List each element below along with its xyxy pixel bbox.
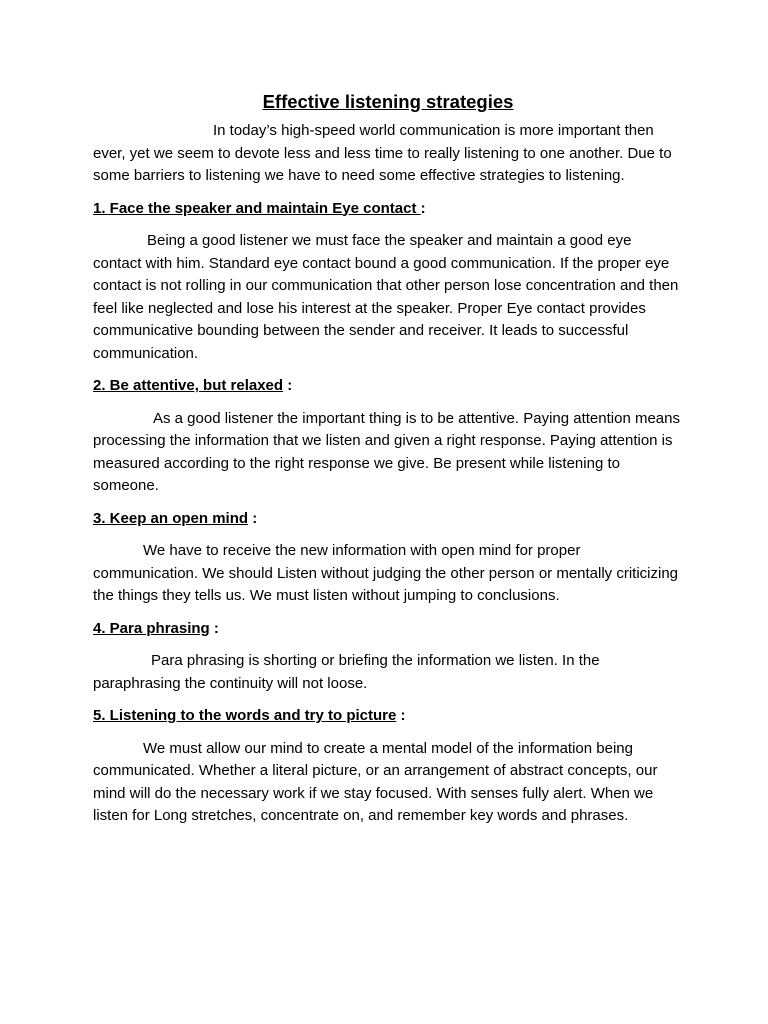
section-heading-colon: : [283, 377, 293, 394]
section-heading-colon: : [248, 509, 258, 527]
section-heading-2 [93, 375, 683, 398]
section-heading-text: 2. Be attentive, but relaxed [93, 377, 284, 394]
section-body-4: Para phrasing is shorting or briefing the information we listen. In the paraphrasing the continuity will not loose. [93, 652, 600, 692]
section-heading-text: 3. Keep an open mind [93, 509, 249, 527]
section-body-1: Being a good listener we must face the speaker and maintain a good eye contact with him. Standard eye contact bound a good communication. If the proper eye contact is not rolling in our communication that other person lose concentration and then feel like neglected and lose his interest at the speaker. Proper Eye contact provides communicative bounding between the sender and receiver. It leads to successful communication. [93, 232, 679, 362]
section-heading-1 [93, 198, 683, 221]
section-heading-colon: : [209, 619, 219, 637]
section-heading-colon: : [396, 707, 406, 724]
intro-paragraph: In today’s high-speed world communication is more important then ever, yet we seem to devote less and less time to really listening to one another. Due to some barriers to listening we have to need some effective strategies to listening. [93, 122, 672, 184]
section-heading-3 [93, 508, 683, 531]
section-heading-4 [93, 618, 683, 641]
section-body-2: As a good listener the important thing is to be attentive. Paying attention means processing the information that we listen and given a right response. Paying attention is measured according to the right response we give. Be present while listening to someone. [93, 409, 680, 494]
section-heading-colon: : [420, 199, 426, 217]
section-heading-text: 4. Para phrasing [93, 619, 210, 637]
section-heading-text: 5. Listening to the words and try to picture [93, 707, 397, 724]
section-heading-5 [93, 705, 683, 728]
document-title: Effective listening strategies [262, 91, 514, 112]
document-page [93, 90, 683, 838]
section-body-5: We must allow our mind to create a mental model of the information being communicated. Whether a literal picture, or an arrangement of abstract concepts, our mind will do the necessary work if we stay focused. With senses fully alert. When we listen for Long stretches, concentrate on, and remember key words and phrases. [93, 739, 658, 824]
section-body-3: We have to receive the new information with open mind for proper communication. We should Listen without judging the other person or mentally criticizing the things they tells us. We must listen without jumping to conclusions. [93, 542, 679, 604]
section-heading-text: 1. Face the speaker and maintain Eye contact [93, 199, 421, 217]
